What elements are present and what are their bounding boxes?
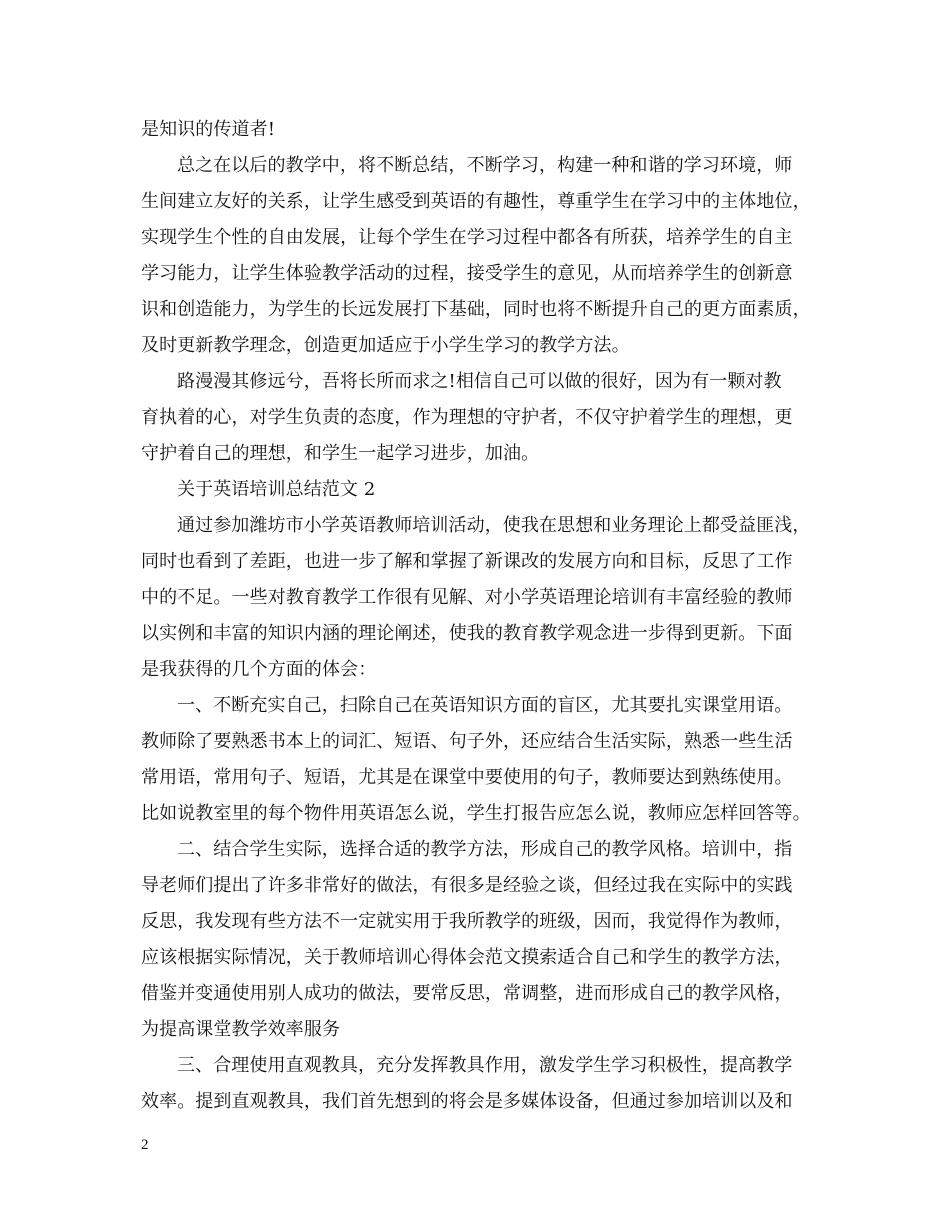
text-line: 路漫漫其修远兮，吾将长所而求之!相信自己可以做的很好，因为有一颗对教	[177, 371, 782, 392]
text-line: 生间建立友好的关系，让学生感受到英语的有趣性，尊重学生在学习中的主体地位，	[141, 191, 811, 212]
text-line: 是我获得的几个方面的体会：	[141, 659, 377, 680]
text-line: 反思，我发现有些方法不一定就实用于我所教学的班级，因而，我觉得作为教师，	[141, 911, 793, 932]
text-line: 识和创造能力，为学生的长远发展打下基础，同时也将不断提升自己的更方面素质，	[141, 299, 811, 320]
text-line: 效率。提到直观教具，我们首先想到的将会是多媒体设备，但通过参加培训以及和	[141, 1091, 793, 1112]
text-line: 应该根据实际情况，关于教师培训心得体会范文摸索适合自己和学生的教学方法，	[141, 947, 793, 968]
text-line: 比如说教室里的每个物件用英语怎么说，学生打报告应怎么说，教师应怎样回答等。	[141, 803, 811, 824]
text-line: 实现学生个性的自由发展，让每个学生在学习过程中都各有所获，培养学生的自主	[141, 227, 793, 248]
text-line: 导老师们提出了许多非常好的做法，有很多是经验之谈，但经过我在实际中的实践	[141, 875, 793, 896]
text-line: 及时更新教学理念，创造更加适应于小学生学习的教学方法。	[141, 335, 630, 356]
text-line: 通过参加潍坊市小学英语教师培训活动，使我在思想和业务理论上都受益匪浅，	[177, 515, 811, 536]
section-heading: 关于英语培训总结范文 2	[177, 479, 376, 500]
text-line: 中的不足。一些对教育教学工作很有见解、对小学英语理论培训有丰富经验的教师	[141, 587, 793, 608]
text-line: 教师除了要熟悉书本上的词汇、短语、句子外，还应结合生活实际，熟悉一些生活	[141, 731, 793, 752]
text-line: 一、不断充实自己，扫除自己在英语知识方面的盲区，尤其要扎实课堂用语。	[177, 695, 793, 716]
text-line: 育执着的心，对学生负责的态度，作为理想的守护者，不仅守护着学生的理想，更	[141, 407, 793, 428]
text-line: 为提高课堂教学效率服务	[141, 1019, 341, 1040]
text-line: 三、合理使用直观教具，充分发挥教具作用，激发学生学习积极性，提高教学	[177, 1055, 793, 1076]
text-line: 总之在以后的教学中，将不断总结，不断学习，构建一种和谐的学习环境，师	[177, 155, 793, 176]
text-line: 学习能力，让学生体验教学活动的过程，接受学生的意见，从而培养学生的创新意	[141, 263, 793, 284]
text-line: 是知识的传道者!	[141, 119, 276, 140]
text-line: 借鉴并变通使用别人成功的做法，要常反思，常调整，进而形成自己的教学风格，	[141, 983, 793, 1004]
text-line: 以实例和丰富的知识内涵的理论阐述，使我的教育教学观念进一步得到更新。下面	[141, 623, 793, 644]
text-line: 二、结合学生实际，选择合适的教学方法，形成自己的教学风格。培训中，指	[177, 839, 793, 860]
text-line: 守护着自己的理想，和学生一起学习进步，加油。	[141, 443, 540, 464]
page-number: 2	[141, 1137, 149, 1153]
text-line: 同时也看到了差距，也进一步了解和掌握了新课改的发展方向和目标，反思了工作	[141, 551, 793, 572]
text-line: 常用语，常用句子、短语，尤其是在课堂中要使用的句子，教师要达到熟练使用。	[141, 767, 793, 788]
